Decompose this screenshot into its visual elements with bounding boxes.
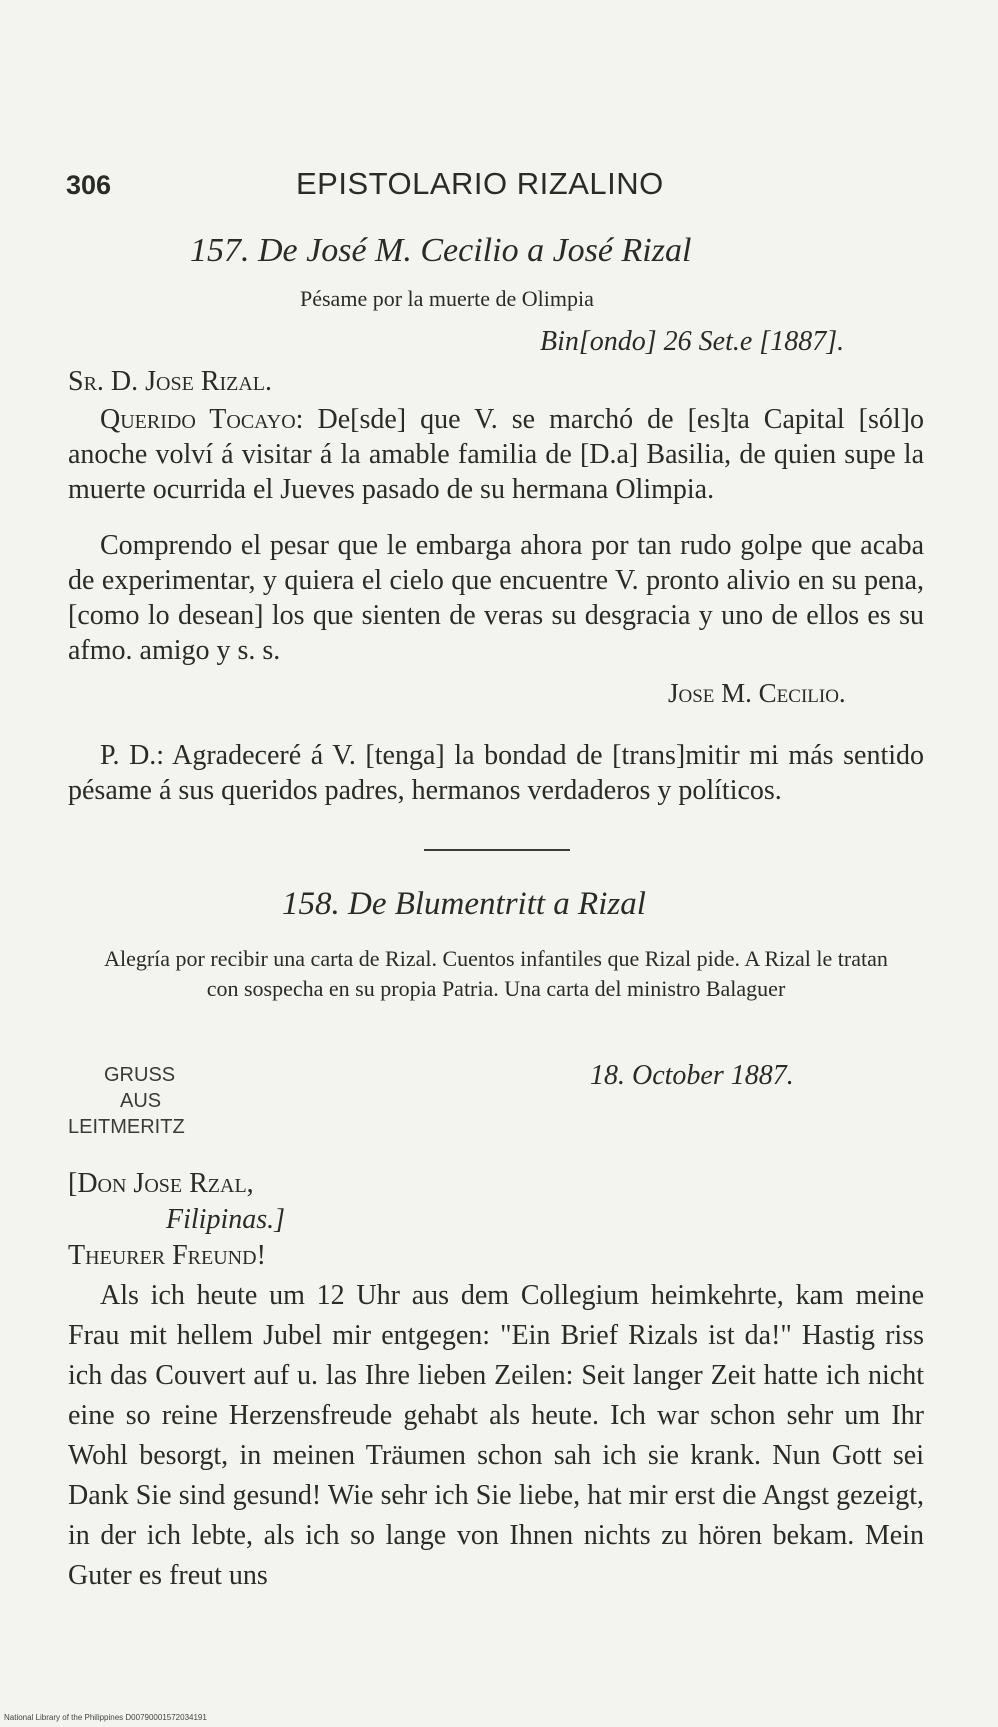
letter-158-salutation: Theurer Freund! (68, 1240, 266, 1271)
stamp-line-3: LEITMERITZ (68, 1116, 185, 1138)
letter-157-postscript: P. D.: Agradeceré á V. [tenga] la bondad de [trans]mitir mi más sentido pésame á sus queridos padres, hermanos verdaderos y políticos. (68, 740, 924, 806)
running-head: EPISTOLARIO RIZALINO (296, 166, 664, 201)
page-number: 306 (66, 170, 112, 200)
letter-158-body: Als ich heute um 12 Uhr aus dem Collegium heimkehrte, kam meine Frau mit hellem Jubel mir entgegen: "Ein Brief Rizals ist da!" Hastig riss ich das Couvert auf u. las Ihre lieben Zeilen: Seit langer Zeit hatte ich nicht eine so reine Herzensfreude gehabt als heute. Ich war schon sehr um Ihr Wohl besorgt, in meinen Träumen schon sah ich sie krank. Nun Gott sei Dank Sie sind gesund! Wie sehr ich Sie liebe, hat mir erst die Angst gezeigt, in der ich lebte, als ich so lange von Ihnen nichts zu hören bekam. Mein Guter es freut uns (68, 1280, 924, 1591)
stamp-line-2: AUS (120, 1090, 162, 1112)
letter-158-date: 18. October 1887. (590, 1060, 794, 1091)
letter-157-signature: Jose M. Cecilio. (668, 678, 846, 708)
letter-157-paragraph-2: Comprendo el pesar que le embarga ahora por tan rudo golpe que acaba de experimentar, y quiera el cielo que encuentre V. pronto alivio en su pena, [como lo desean] los que sienten de veras su desgracia y uno de ellos es su afmo. amigo y s. s. (68, 530, 924, 666)
letter-157-paragraph-1-text: De[sde] que V. se marchó de [es]ta Capital [sól]o anoche volví á visitar á la amable familia de [D.a] Basilia, de quien supe la muerte ocurrida el Jueves pasado de su hermana Olimpia. (68, 404, 925, 505)
stamp-line-1: GRUSS (104, 1064, 176, 1086)
section-divider (424, 849, 570, 851)
footer-credit: National Library of the Philippines D00790001572034191 (4, 1713, 207, 1722)
letter-158-address-line-1: [Don Jose Rzal, (68, 1168, 254, 1199)
letter-157-title: 157. De José M. Cecilio a José Rizal (190, 232, 692, 269)
letter-158-summary: Alegría por recibir una carta de Rizal. Cuentos infantiles que Rizal pide. A Rizal le tratan con sospecha en su propia Patria. Una carta del ministro Balaguer (104, 946, 888, 1001)
letter-157-paragraph-1 (68, 402, 924, 507)
letter-157-place-date: Bin[ondo] 26 Set.e [1887]. (540, 326, 845, 357)
letter-157-salutation: Querido Tocayo: (100, 404, 304, 435)
letter-157-addressee: Sr. D. Jose Rizal. (68, 366, 273, 397)
letter-158-address-line-2: Filipinas.] (166, 1204, 286, 1235)
letter-158-title: 158. De Blumentritt a Rizal (282, 886, 646, 922)
letter-157-summary: Pésame por la muerte de Olimpia (300, 286, 594, 311)
